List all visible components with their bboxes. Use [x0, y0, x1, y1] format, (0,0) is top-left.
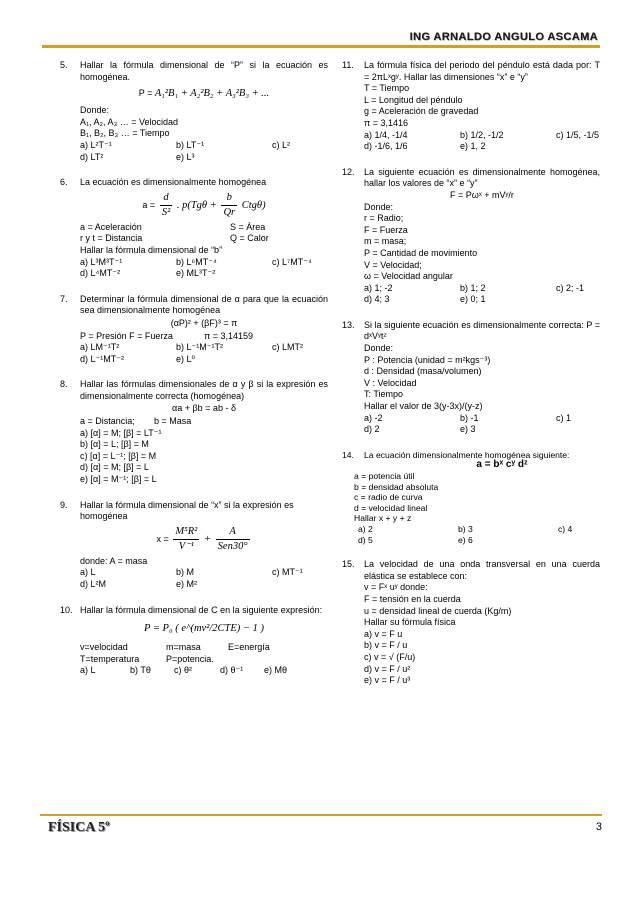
equation: αa + βb = ab - δ — [172, 403, 236, 414]
option: c) MT⁻¹ — [272, 567, 303, 578]
given-line: T = Tiempo — [364, 83, 410, 94]
given-line: P = Cantidad de movimiento — [364, 247, 478, 258]
equation: P = A₁²B₁ + A₂²B₂ + A₃²B₃ + ... — [138, 88, 270, 100]
option: a) LM⁻¹T² — [80, 342, 120, 353]
option: e) 1, 2 — [460, 141, 486, 152]
question-statement: Hallar la fórmula dimensional de “x” si la expresión es homogénea — [80, 499, 294, 522]
options-row — [80, 140, 328, 152]
options-row — [358, 524, 600, 535]
given-line: Donde: — [364, 201, 394, 212]
option: e) ML³T⁻² — [176, 268, 216, 279]
given-line: d = velocidad lineal — [354, 502, 428, 513]
fraction: $\frac{d}{\text{S²}}$ — [161, 191, 171, 218]
option: d) -1/6, 1/6 — [364, 141, 408, 152]
option: c) θ² — [174, 665, 192, 676]
options-row — [80, 342, 328, 354]
option: b) [α] = L; [β] = M — [80, 439, 149, 450]
question-10 — [60, 605, 328, 677]
question-6 — [60, 177, 328, 280]
given-line: T: Tiempo — [364, 389, 404, 400]
option: b) v = F / u — [364, 640, 408, 651]
equation: x = $\frac{\text{M⁵R²}}{\text{V⁻¹}}$ + $\frac{A}{\text{Sen30°}}$ — [156, 525, 248, 552]
option: c) LMT² — [272, 342, 303, 353]
question-number: 12. — [342, 166, 355, 177]
option: d) [α] = M; [β] = L — [80, 462, 149, 473]
question-5 — [60, 60, 328, 163]
question-number: 7. — [60, 293, 68, 304]
question-number: 5. — [60, 60, 68, 70]
given-row: a = Distancia; b = Masa — [80, 416, 192, 427]
subject-label: FÍSICA 5º — [48, 820, 110, 835]
option: e) v = F / u³ — [364, 675, 411, 686]
option: c) 2; -1 — [556, 282, 585, 293]
option: a) v = F u — [364, 628, 403, 639]
question-statement: Hallar las fórmulas dimensionales de α y β si la expresión es dimensionalmente correcta (homogénea) — [80, 379, 328, 401]
option: b) 3 — [458, 523, 473, 534]
page-footer — [40, 822, 602, 842]
question-13 — [342, 320, 600, 436]
options-row — [358, 535, 600, 546]
option: b) 1/2, -1/2 — [460, 129, 504, 140]
given-line: a = potencia útil — [354, 471, 415, 481]
given-line: V : Velocidad — [364, 377, 417, 388]
option: a) 2 — [358, 523, 373, 534]
option: c) v = √ (F/u) — [364, 651, 416, 662]
given-row: P = Presión F = Fuerza π = 3,14159 — [80, 330, 253, 341]
question-statement: La fórmula física del periodo del péndulo está dada por: T = 2πLˣgʸ. Hallar las dimensiones “x” e “y” — [364, 60, 600, 82]
option: a) 1; -2 — [364, 282, 393, 293]
option: e) 0; 1 — [460, 294, 486, 305]
question-9 — [60, 500, 328, 591]
option: d) L⁴MT⁻² — [80, 268, 121, 279]
question-14 — [342, 450, 600, 545]
given-line: Donde: — [80, 105, 110, 116]
option: c) L² — [272, 139, 290, 150]
option: b) M — [176, 567, 194, 578]
options-row — [364, 413, 600, 425]
footer-rule — [40, 814, 602, 816]
option: d) 2 — [364, 424, 380, 435]
options-row — [364, 141, 600, 153]
option: c) 4 — [558, 523, 573, 534]
question-number: 8. — [60, 379, 68, 390]
equation: F = Pωˣ + mVʸ/r — [450, 189, 514, 200]
given-line: P : Potencia (unidad = m²kgs⁻³) — [364, 354, 491, 365]
given-line: c = radio de curva — [354, 492, 423, 503]
equation: a = $\frac{d}{\text{S²}}$ . p(Tgθ + $\frac{b}{Qr}$ Ctgθ) — [142, 191, 266, 218]
option: a) L³M³T⁻¹ — [80, 256, 123, 267]
given-line: r = Radio; — [364, 213, 404, 224]
question-7 — [60, 294, 328, 366]
given-line: Hallar x + y + z — [354, 513, 412, 524]
options-row — [364, 130, 600, 142]
option: b) -1 — [460, 412, 479, 423]
options-row — [364, 294, 600, 306]
option: d) L⁻¹MT⁻² — [80, 353, 124, 364]
option: e) Mθ — [264, 665, 288, 676]
given-line: Hallar el valor de 3(y-3x)/(y-z) — [364, 401, 483, 412]
question-statement: Hallar la fórmula dimensional de C en la siguiente expresión: — [80, 604, 323, 615]
equation: a = bˣ cʸ dᶻ — [476, 459, 528, 471]
options-row — [80, 354, 328, 366]
question-statement: Determinar la fórmula dimensional de α para que la ecuación sea dimensionalmente homogénea — [80, 293, 328, 316]
given-row: a = Aceleración S = Área — [80, 221, 266, 232]
option: b) 1; 2 — [460, 282, 486, 293]
given-row: v=velocidad m=masa E=energía — [80, 642, 270, 653]
question-ask: Hallar la fórmula dimensional de “b” — [80, 244, 223, 255]
option: c) 1/5, -1/5 — [556, 129, 600, 140]
option: a) L — [80, 665, 96, 676]
options-row — [80, 567, 328, 579]
option: d) 4; 3 — [364, 294, 390, 305]
question-number: 9. — [60, 499, 68, 510]
right-column — [342, 60, 600, 701]
question-statement: Hallar la fórmula dimensional de “P” si la ecuación es homogénea. — [80, 60, 328, 82]
given-line: Donde: — [364, 343, 394, 354]
options-row — [364, 283, 600, 295]
given-line: ω = Velocidad angular — [364, 271, 453, 282]
author-name: ING ARNALDO ANGULO ASCAMA — [409, 31, 598, 43]
fraction: $\frac{A}{\text{Sen30°}}$ — [217, 525, 248, 552]
option: d) v = F / u² — [364, 663, 411, 674]
question-statement: La siguiente ecuación es dimensionalmente homogénea, hallar los valores de “x” e “y” — [364, 166, 600, 189]
equation: v = Fˣ uʸ donde: — [364, 582, 428, 593]
options-row — [80, 665, 328, 677]
given-line: A₁, A₂, A₃ … = Velocidad — [80, 116, 179, 127]
option: e) M² — [176, 579, 197, 589]
given-line: d : Densidad (masa/volumen) — [364, 366, 482, 377]
given-line: B₁, B₂, B₃ … = Tiempo — [80, 128, 170, 139]
page-number: 3 — [595, 821, 602, 833]
question-number: 13. — [342, 319, 355, 330]
given-line: F = Fuerza — [364, 224, 408, 235]
question-number: 10. — [60, 604, 73, 615]
option: e) [α] = M⁻¹; [β] = L — [80, 474, 157, 485]
given-line: F = tensión en la cuerda — [364, 593, 461, 604]
option: b) L⁻¹M⁻¹T² — [176, 342, 223, 353]
question-number: 6. — [60, 177, 68, 188]
given-line: u = densidad lineal de cuerda (Kg/m) — [364, 605, 512, 616]
option: a) L²T⁻¹ — [80, 139, 112, 150]
given-line: m = masa; — [364, 236, 407, 247]
option: b) L⁶MT⁻⁴ — [176, 256, 217, 267]
question-12 — [342, 167, 600, 306]
options-row — [80, 152, 328, 164]
option: c) [α] = L⁻¹; [β] = M — [80, 450, 157, 461]
equation: P = P₀ ( e^(mv²/2CTE) − 1 ) — [144, 623, 264, 635]
given-line: L = Longitud del péndulo — [364, 94, 463, 105]
question-statement: La ecuación dimensionalmente homogénea siguiente: — [364, 449, 570, 460]
page-header — [42, 28, 600, 48]
option: b) LT⁻¹ — [176, 139, 205, 150]
given-row: r y t = Distancia Q = Calor — [80, 233, 269, 244]
options-row — [80, 268, 328, 280]
options-row — [364, 424, 600, 436]
question-number: 11. — [342, 60, 354, 70]
given-line: π = 3,1416 — [364, 117, 408, 128]
option: b) Tθ — [130, 665, 151, 676]
question-number: 14. — [342, 449, 354, 460]
given-row: T=temperatura P=potencia. — [80, 653, 214, 664]
fraction: $\frac{\text{M⁵R²}}{\text{V⁻¹}}$ — [175, 525, 198, 552]
option: e) L³ — [176, 151, 195, 162]
option: d) 5 — [358, 534, 373, 545]
option: d) L²M — [80, 579, 107, 589]
question-number: 15. — [342, 559, 355, 570]
option: d) LT² — [80, 151, 104, 162]
equation: (αP)² + (βF)³ = π — [170, 317, 238, 328]
given-line: g = Aceleración de gravedad — [364, 106, 479, 117]
option: a) L — [80, 567, 96, 578]
header-rule — [42, 45, 600, 48]
option: e) 6 — [458, 534, 473, 545]
option: c) 1 — [556, 412, 572, 423]
option: c) L⁷MT⁻⁴ — [272, 256, 312, 267]
question-11 — [342, 60, 600, 153]
option: e) L⁰ — [176, 353, 196, 364]
given-line: Hallar su fórmula física — [364, 617, 456, 628]
question-statement: La velocidad de una onda transversal en una cuerda elástica se establece con: — [364, 559, 600, 581]
option: a) 1/4, -1/4 — [364, 129, 408, 140]
question-15 — [342, 559, 600, 687]
given-line: b = densidad absoluta — [354, 481, 439, 492]
left-column — [60, 60, 328, 691]
question-8 — [60, 379, 328, 485]
options-row — [80, 579, 328, 591]
option: a) -2 — [364, 412, 383, 423]
option: a) [α] = M; [β] = LT⁻¹ — [80, 427, 162, 438]
options-row — [80, 257, 328, 269]
given-line: V = Velocidad; — [364, 259, 422, 270]
given-line: donde: A = masa — [80, 555, 148, 566]
option: e) 3 — [460, 424, 476, 435]
option: d) θ⁻¹ — [220, 665, 244, 676]
fraction: $\frac{b}{Qr}$ — [223, 191, 236, 218]
question-statement: La ecuación es dimensionalmente homogénea — [80, 177, 267, 188]
question-statement: Si la siguiente ecuación es dimensionalmente correcta: P = dˣVʸtᶻ — [364, 319, 600, 342]
